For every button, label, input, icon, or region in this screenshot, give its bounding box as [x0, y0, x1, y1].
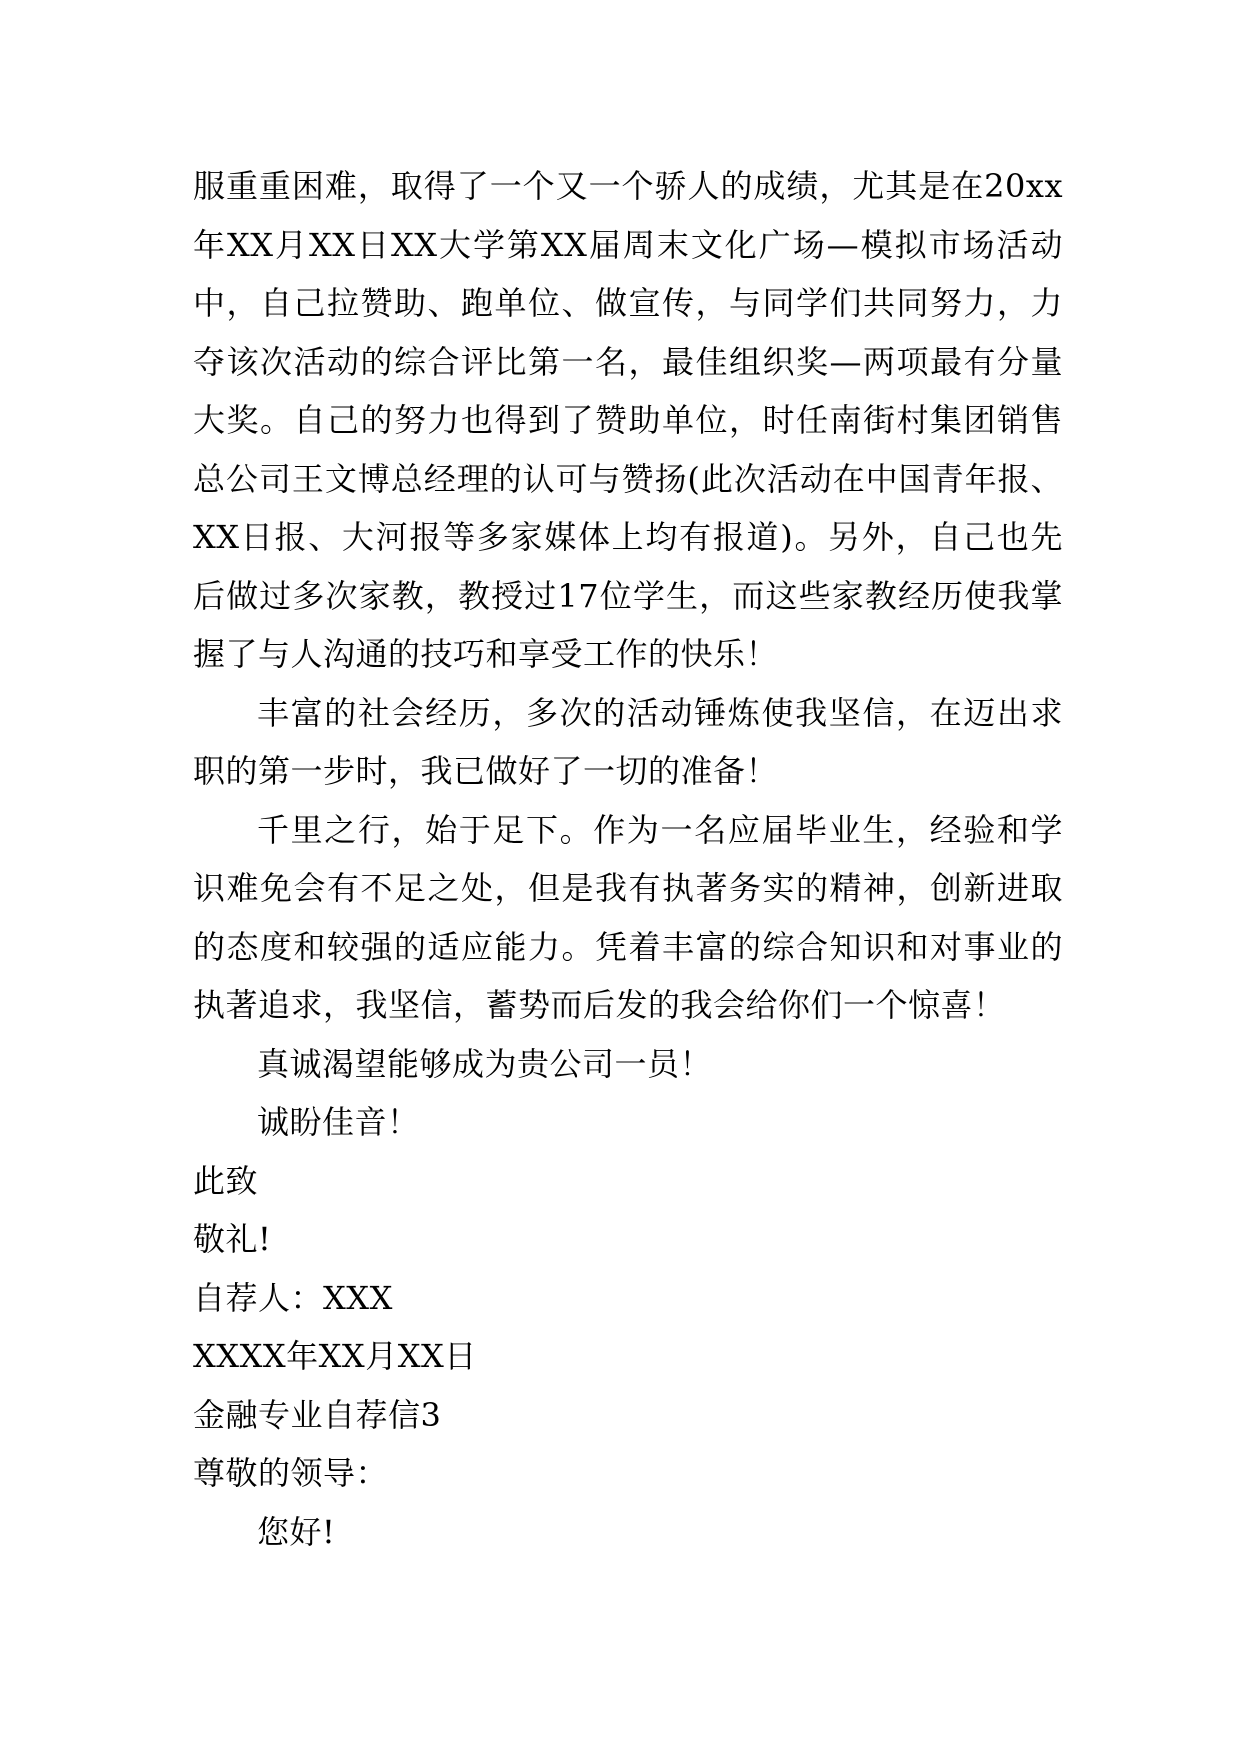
section-title: 金融专业自荐信3 [193, 1395, 442, 1434]
closing-ci-zhi: 此致 [193, 1161, 259, 1200]
paragraph-experience: 丰富的社会经历，多次的活动锤炼使我坚信，在迈出求职的第一步时，我已做好了一切的准备！ [193, 693, 1063, 790]
closing-jing-li: 敬礼! [193, 1220, 272, 1258]
letter-body [193, 157, 1063, 1561]
paragraph-aspiration: 真诚渴望能够成为贵公司一员！ [257, 1044, 713, 1083]
signer-line: 自荐人：XXX [193, 1278, 393, 1317]
salutation-line: 尊敬的领导： [193, 1454, 389, 1492]
date-line: XXXX年XX月XX日 [193, 1337, 477, 1375]
greeting-line: 您好! [257, 1512, 336, 1551]
paragraph-qualities: 千里之行，始于足下。作为一名应届毕业生，经验和学识难免会有不足之处，但是我有执著务实的精神，创新进取的态度和较强的适应能力。凭着丰富的综合知识和对事业的执著追求，我坚信，蓄势而后发的我会给你们一个惊喜！ [193, 810, 1063, 1024]
paragraph-await-reply: 诚盼佳音！ [257, 1103, 420, 1141]
paragraph-achievements: 服重重困难，取得了一个又一个骄人的成绩，尤其是在20xx年XX月XX日XX大学第XX届周末文化广场—模拟市场活动中，自己拉赞助、跑单位、做宣传，与同学们共同努力，力夺该次活动的综合评比第一名，最佳组织奖—两项最有分量大奖。自己的努力也得到了赞助单位，时任南街村集团销售总公司王文博总经理的认可与赞扬(此次活动在中国青年报、XX日报、大河报等多家媒体上均有报道)。另外，自己也先后做过多次家教，教授过17位学生，而这些家教经历使我掌握了与人沟通的技巧和享受工作的快乐！ [193, 167, 1063, 673]
